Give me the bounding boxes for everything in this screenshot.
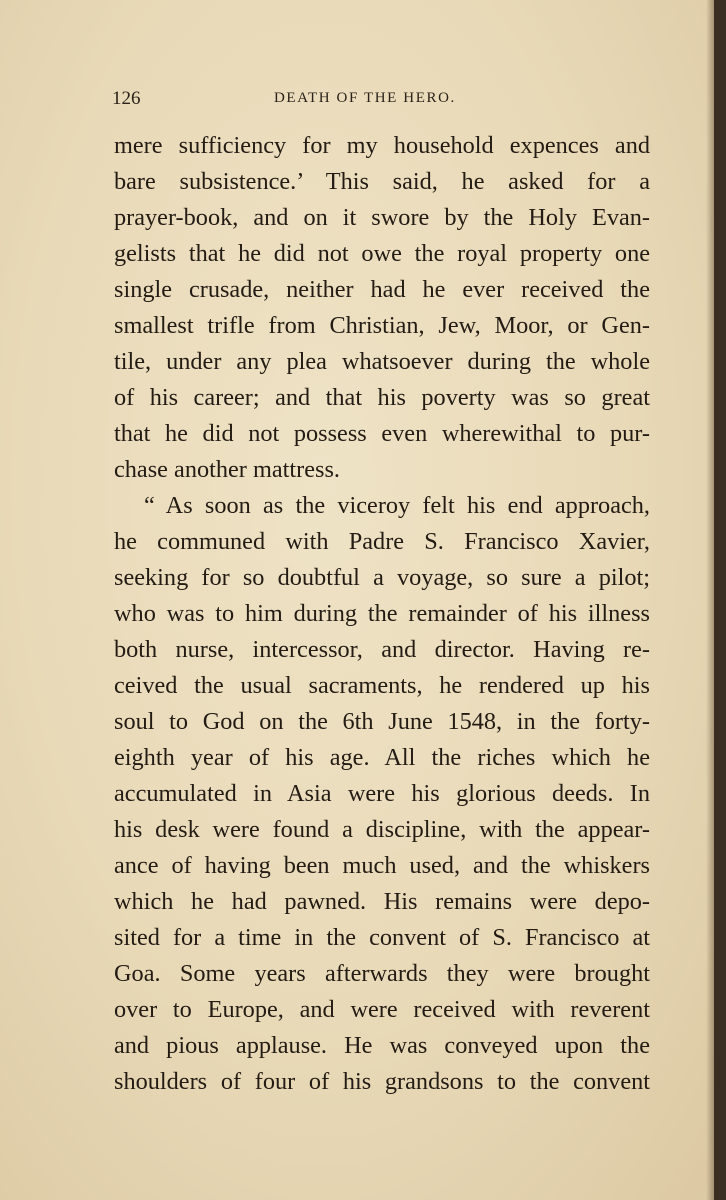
text-line: smallest trifle from Christian, Jew, Moor, or Gen- (114, 312, 650, 339)
text-line: over to Europe, and were received with reverent (114, 996, 650, 1023)
text-line: mere sufficiency for my household expences and (114, 132, 650, 159)
text-line: eighth year of his age. All the riches which he (114, 744, 650, 771)
paragraph-start-line: “ As soon as the viceroy felt his end approach, (144, 492, 650, 519)
page-edge-shadow (706, 0, 714, 1200)
text-line: seeking for so doubtful a voyage, so sure a pilot; (114, 564, 650, 591)
text-line: both nurse, intercessor, and director. Having re- (114, 636, 650, 663)
text-line: sited for a time in the convent of S. Francisco at (114, 924, 650, 951)
text-line: bare subsistence.’ This said, he asked for a (114, 168, 650, 195)
text-line: that he did not possess even wherewithal to pur- (114, 420, 650, 447)
text-line: which he had pawned. His remains were depo- (114, 888, 650, 915)
text-line: and pious applause. He was conveyed upon the (114, 1032, 650, 1059)
text-line: gelists that he did not owe the royal property one (114, 240, 650, 267)
text-line: of his career; and that his poverty was so great (114, 384, 650, 411)
text-line: shoulders of four of his grandsons to the convent (114, 1068, 650, 1095)
text-line: prayer-book, and on it swore by the Holy Evan- (114, 204, 650, 231)
text-line: Goa. Some years afterwards they were brought (114, 960, 650, 987)
text-line: ance of having been much used, and the whiskers (114, 852, 650, 879)
text-line: tile, under any plea whatsoever during the whole (114, 348, 650, 375)
text-line: who was to him during the remainder of his illness (114, 600, 650, 627)
paragraph-end-line: chase another mattress. (114, 456, 341, 483)
text-line: accumulated in Asia were his glorious deeds. In (114, 780, 650, 807)
text-line: soul to God on the 6th June 1548, in the forty- (114, 708, 650, 735)
text-line: single crusade, neither had he ever received the (114, 276, 650, 303)
page-header (112, 88, 652, 114)
page-number: 126 (112, 88, 141, 109)
body-text (114, 128, 650, 1100)
text-line: his desk were found a discipline, with the appear- (114, 816, 650, 843)
running-title: DEATH OF THE HERO. (274, 90, 456, 106)
text-line: ceived the usual sacraments, he rendered up his (114, 672, 650, 699)
text-line: he communed with Padre S. Francisco Xavier, (114, 528, 650, 555)
